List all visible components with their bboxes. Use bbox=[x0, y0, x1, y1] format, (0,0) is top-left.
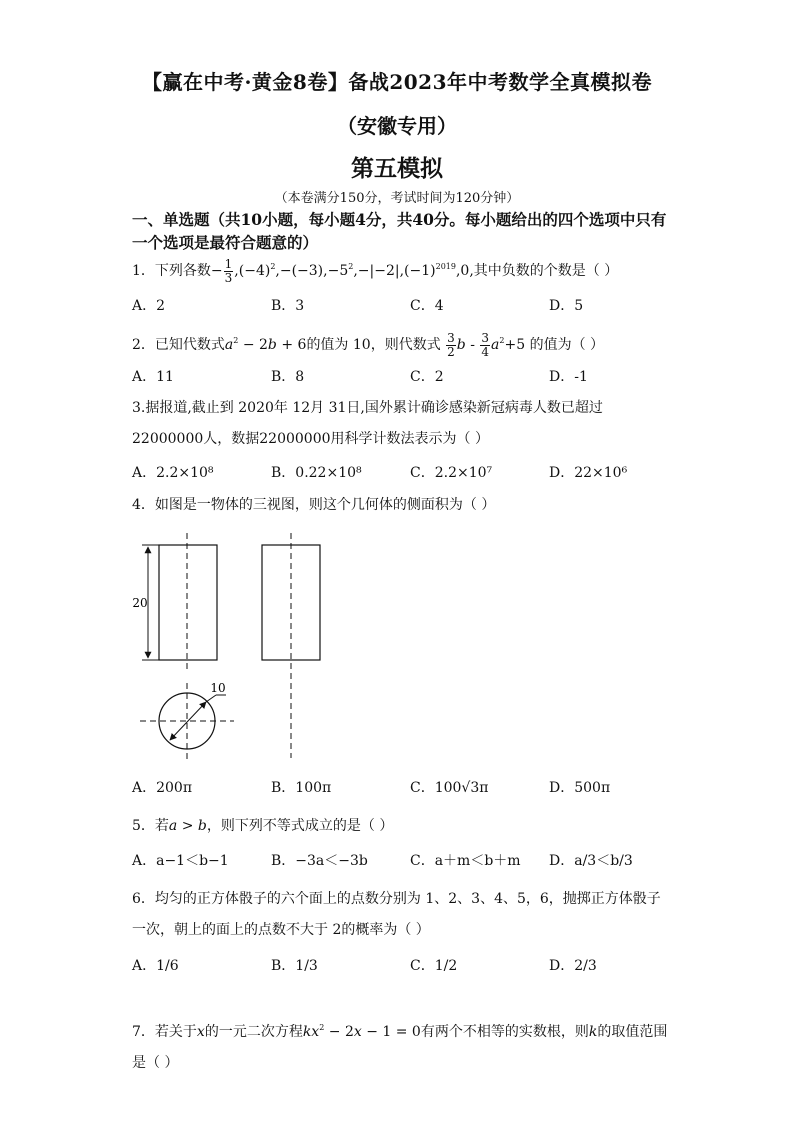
q1-stem-post: ,0,其中负数的个数是（ ） bbox=[455, 263, 619, 279]
q7-stem-d: 的取值范围是（ ） bbox=[132, 1024, 668, 1071]
q2-stem-c: 的值为（ ） bbox=[529, 337, 605, 353]
q1-options bbox=[132, 292, 672, 320]
q3-option-d[interactable]: D．22×10⁶ bbox=[549, 465, 628, 481]
q2-expression-1: $a^2 - 2b + 6$ bbox=[224, 336, 307, 353]
q5-condition: a > b bbox=[168, 818, 207, 834]
question-4: 4．如图是一物体的三视图，则这个几何体的侧面积为（ ） bbox=[132, 497, 496, 513]
q6-options bbox=[132, 952, 672, 980]
question-1 bbox=[132, 252, 672, 286]
q3-option-a[interactable]: A．2.2×10⁸ bbox=[132, 465, 214, 481]
paper-title: 第五模拟 bbox=[351, 155, 443, 182]
q4-options bbox=[132, 774, 672, 802]
q6-option-b[interactable]: B．1/3 bbox=[271, 958, 318, 974]
q1-option-d[interactable]: D．5 bbox=[549, 298, 584, 314]
q5-option-b[interactable]: B．−3a＜−3b bbox=[271, 853, 368, 869]
q4-option-b[interactable]: B．100π bbox=[271, 780, 332, 796]
q7-stem-b: 的一元二次方程 bbox=[204, 1024, 303, 1040]
exam-title: 【赢在中考·黄金8卷】备战2023年中考数学全真模拟卷 bbox=[141, 70, 653, 94]
q6-option-c[interactable]: C．1/2 bbox=[410, 958, 458, 974]
q2-stem-a: 2．已知代数式 bbox=[132, 337, 225, 353]
side-view bbox=[262, 533, 320, 758]
q6-option-a[interactable]: A．1/6 bbox=[132, 958, 179, 974]
q5-options bbox=[132, 847, 672, 875]
q2-options bbox=[132, 363, 672, 391]
q5-stem-post: ，则下列不等式成立的是（ ） bbox=[206, 818, 394, 834]
q2-stem-b: 的值为 10，则代数式 bbox=[306, 337, 441, 353]
q1-expression: − $\frac{1}{3}$ $,(-4)^2,-(-3),-5^2,-|-2|,(-1)^{2019}$ bbox=[210, 256, 456, 285]
q1-option-b[interactable]: B．3 bbox=[271, 298, 305, 314]
q2-option-a[interactable]: A．11 bbox=[132, 369, 174, 385]
q3-options bbox=[132, 459, 672, 487]
q5-stem-pre: 5．若 bbox=[132, 818, 169, 834]
question-2 bbox=[132, 326, 672, 360]
q1-option-a[interactable]: A．2 bbox=[132, 298, 166, 314]
q2-option-d[interactable]: D．-1 bbox=[549, 369, 588, 385]
q3-option-b[interactable]: B．0.22×10⁸ bbox=[271, 465, 362, 481]
question-5 bbox=[132, 811, 672, 841]
q5-option-a[interactable]: A．a−1＜b−1 bbox=[132, 853, 229, 869]
question-6: 6．均匀的正方体骰子的六个面上的点数分别为 1、2、3、4、5，6，抛掷正方体骰子一次，朝上的面上的点数不大于 2的概率为（ ） bbox=[132, 891, 661, 938]
exam-region: （安徽专用） bbox=[337, 114, 457, 138]
diameter-label: 10 bbox=[210, 681, 226, 695]
question-7 bbox=[132, 1012, 672, 1079]
q6-option-d[interactable]: D．2/3 bbox=[549, 958, 597, 974]
q7-stem-a: 7．若关于 bbox=[132, 1024, 197, 1040]
q3-option-c[interactable]: C．2.2×10⁷ bbox=[410, 465, 493, 481]
q7-variable-k: k bbox=[588, 1024, 598, 1040]
q2-expression-2: $\frac{3}{2}$ b - $\frac{3}{4}$ $a^2+5$ bbox=[447, 330, 526, 359]
q1-stem-pre: 1．下列各数 bbox=[132, 263, 211, 279]
q7-variable-x: x bbox=[196, 1024, 205, 1040]
q5-option-c[interactable]: C．a＋m＜b＋m bbox=[410, 853, 521, 869]
q2-option-c[interactable]: C．2 bbox=[410, 369, 444, 385]
height-label: 20 bbox=[132, 596, 148, 610]
q5-option-d[interactable]: D．a/3＜b/3 bbox=[549, 853, 633, 869]
section-heading: 一、单选题（共10小题，每小题4分，共40分。每小题给出的四个选项中只有一个选项是最符合题意的） bbox=[132, 210, 667, 252]
question-3: 3.据报道,截止到 2020年 12月 31日,国外累计确诊感染新冠病毒人数已超过22000000人，数据22000000用科学计数法表示为（ ） bbox=[132, 400, 603, 447]
front-view bbox=[142, 533, 217, 673]
exam-note: （本卷满分150分，考试时间为120分钟） bbox=[274, 191, 520, 206]
q4-option-a[interactable]: A．200π bbox=[132, 780, 193, 796]
q4-option-d[interactable]: D．500π bbox=[549, 780, 611, 796]
q4-option-c[interactable]: C．100√3π bbox=[410, 780, 489, 796]
three-view-figure bbox=[130, 533, 330, 761]
q7-stem-c: 有两个不相等的实数根，则 bbox=[420, 1024, 589, 1040]
q7-equation: $kx^2 - 2x - 1 = 0$ bbox=[302, 1023, 421, 1040]
q1-option-c[interactable]: C．4 bbox=[410, 298, 444, 314]
q2-option-b[interactable]: B．8 bbox=[271, 369, 305, 385]
